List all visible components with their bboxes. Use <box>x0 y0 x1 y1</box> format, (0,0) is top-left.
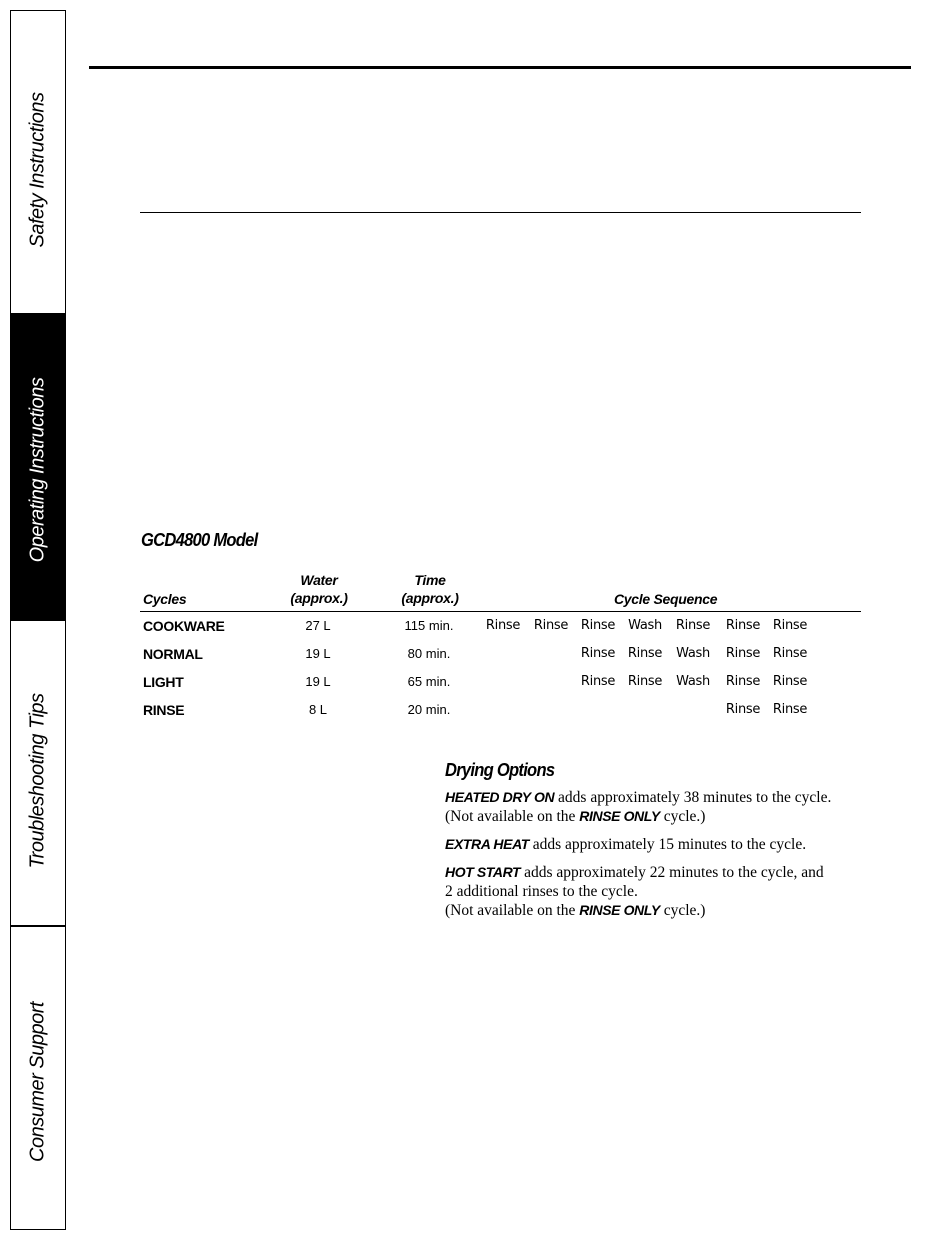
table-row <box>140 674 861 694</box>
tab-safety-instructions[interactable] <box>10 10 66 314</box>
table-header-rule <box>140 611 861 612</box>
cycle-step: Rinse <box>485 618 521 633</box>
tab-consumer-support[interactable] <box>10 926 66 1230</box>
option-note-suffix: cycle.) <box>659 902 706 919</box>
option-note-keyword: RINSE ONLY <box>579 808 660 824</box>
header-cycles: Cycles <box>143 591 187 607</box>
tab-operating-instructions[interactable] <box>10 314 66 620</box>
cycle-step: Rinse <box>725 618 761 633</box>
cycle-water: 19 L <box>305 646 331 661</box>
cycle-step: Rinse <box>772 702 808 717</box>
cycle-name: COOKWARE <box>143 618 225 634</box>
option-note-prefix: (Not available on the <box>445 902 580 919</box>
tab-label: Safety Instructions <box>26 92 49 248</box>
drying-options <box>445 760 865 929</box>
cycle-step: Rinse <box>725 646 761 661</box>
cycle-name: LIGHT <box>143 674 184 690</box>
header-water-bottom: (approx.) <box>290 590 348 606</box>
option-note-keyword: RINSE ONLY <box>579 902 660 918</box>
cycle-step: Wash <box>628 618 662 633</box>
cycle-time: 115 min. <box>404 618 454 633</box>
header-water <box>290 571 347 607</box>
cycle-step: Rinse <box>580 618 616 633</box>
tab-label: Troubleshooting Tips <box>26 693 49 869</box>
option-note-suffix: cycle.) <box>659 808 706 825</box>
table-row <box>140 646 861 666</box>
header-rule <box>89 66 911 69</box>
option-text: adds approximately 15 minutes to the cycle. <box>528 836 807 853</box>
cycle-step: Rinse <box>725 674 761 689</box>
tab-troubleshooting-tips[interactable] <box>10 620 66 926</box>
option-heated-dry <box>445 788 865 826</box>
header-time-top: Time <box>414 572 446 588</box>
cycle-water: 8 L <box>308 702 328 717</box>
header-cycle-sequence: Cycle Sequence <box>614 591 718 607</box>
cycle-step: Wash <box>676 674 710 689</box>
cycle-name: NORMAL <box>143 646 203 662</box>
table-row <box>140 618 861 638</box>
tab-label: Consumer Support <box>26 1002 49 1162</box>
option-text: adds approximately 22 minutes to the cycle, and <box>520 864 824 881</box>
header-time-bottom: (approx.) <box>401 590 459 606</box>
cycle-name: RINSE <box>143 702 185 718</box>
cycle-time: 80 min. <box>407 646 451 661</box>
table-row <box>140 702 861 722</box>
section-tabs <box>10 10 66 1229</box>
section-divider <box>140 212 861 213</box>
option-hot-start <box>445 863 865 920</box>
drying-options-title: Drying Options <box>445 760 555 780</box>
cycle-step: Rinse <box>772 618 808 633</box>
model-title: GCD4800 Model <box>141 530 258 550</box>
cycle-step: Rinse <box>627 646 663 661</box>
cycle-step: Rinse <box>675 618 711 633</box>
option-keyword: EXTRA HEAT <box>445 836 529 852</box>
cycle-step: Rinse <box>627 674 663 689</box>
cycle-step: Wash <box>676 646 710 661</box>
cycle-step: Rinse <box>580 646 616 661</box>
cycle-step: Rinse <box>772 646 808 661</box>
cycle-step: Rinse <box>580 674 616 689</box>
tab-label: Operating Instructions <box>26 377 49 563</box>
cycle-step: Rinse <box>772 674 808 689</box>
cycle-water: 27 L <box>305 618 331 633</box>
cycle-time: 65 min. <box>407 674 451 689</box>
option-keyword: HEATED DRY ON <box>445 789 555 805</box>
option-text-continued: 2 additional rinses to the cycle. <box>445 883 638 900</box>
option-extra-heat <box>445 835 865 854</box>
cycle-step: Rinse <box>533 618 569 633</box>
option-keyword: HOT START <box>445 864 521 880</box>
option-note-prefix: (Not available on the <box>445 808 580 825</box>
cycle-time: 20 min. <box>407 702 451 717</box>
cycle-table <box>140 560 861 730</box>
cycle-step: Rinse <box>725 702 761 717</box>
header-time <box>401 571 458 607</box>
header-water-top: Water <box>300 572 338 588</box>
option-text: adds approximately 38 minutes to the cycle. <box>554 789 832 806</box>
cycle-water: 19 L <box>305 674 331 689</box>
